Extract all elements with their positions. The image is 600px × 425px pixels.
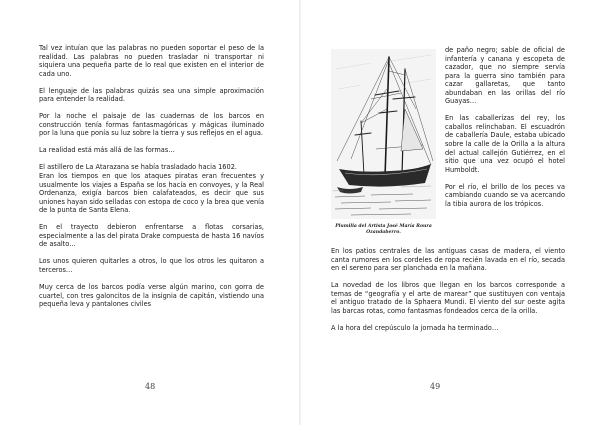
paragraph: Por la noche el paisaje de las cuadernas de los barcos en construcción tenía formas fantasmagóricas y mágicas iluminado por la luna que ponía su luz sobre la tierra y sus reflejos en el agua. [39,112,264,138]
right-page-text-bottom [331,247,565,341]
paragraph: A la hora del crepúsculo la jornada ha terminado… [331,323,499,332]
paragraph: La novedad de los libros que llegan en los barcos corresponde a temas de “geografía y el arte de marear” que sustituyen con ventaja el antiguo tratado de la Sphaera Mundi. El viento del sur oeste agita las barcas rotas, como fantasmas fondeados cerca de la orilla. [331,281,565,315]
page-number-right: 49 [430,382,441,391]
paragraph: de paño negro; sable de oficial de infantería y canana y escopeta de cazador, que no siempre servía para la guerra sino también para cazar gallaretas, que tanto abundaban en las orillas del río Guayas… [445,46,565,106]
paragraph: El astillero de La Atarazana se había trasladado hacia 1602. [39,163,237,172]
illustration-caption: Plumilla del Artista José María Roura Ozandaberro. [335,224,432,235]
paragraph: Por el río, el brillo de los peces va cambiando cuando se va acercando la tibia aurora de los trópicos. [445,182,565,208]
sailing-ship-illustration [331,49,436,219]
left-page-text [39,44,264,317]
paragraph: En los patios centrales de las antiguas casas de madera, el viento canta rumores en los cordeles de ropa recién lavada en el río, secada en el sereno para ser planchada en la mañana. [331,247,565,273]
paragraph: En el trayecto debieron enfrentarse a flotas corsarias, especialmente a las del pirata Drake compuesta de hasta 16 navíos de asalto… [39,223,264,249]
paragraph: La realidad está más allá de las formas… [39,146,175,155]
sailing-ship-icon [331,49,436,219]
paragraph: Tal vez intuían que las palabras no pueden soportar el peso de la realidad. Las palabras no pueden trasladar ni transportar ni siquiera una pequeña parte de lo real que existen en el interior de cada uno. [39,44,264,78]
paragraph: En las caballerizas del rey, los caballos relinchaban. El escuadrón de caballería Daule, estaba ubicado sobre la calle de la Orilla a la altura del actual callejón Gutiérrez, en el sitio que una vez ocupó el hotel Humboldt. [445,114,565,174]
page-number-left: 48 [145,382,156,391]
right-page [300,0,600,425]
paragraph: Muy cerca de los barcos podía verse algún marino, con gorra de cuartel, con tres galoncitos de la insignia de capitán, vistiendo una pequeña leva y pantalones civiles [39,282,264,309]
paragraph: Los unos quieren quitarles a otros, lo que los otros les quitaron a terceros… [39,257,264,274]
right-page-text-top [445,46,565,217]
paragraph: Eran los tiempos en que los ataques piratas eran frecuentes y usualmente los viajes a España se los hacía en convoyes, y la Real Ordenanza, exigía barcos bien calafateados, es decir que sus uniones hayan sido selladas con estopa de coco y la brea que venía de la punta de Santa Elena. [39,172,264,215]
paragraph: El lenguaje de las palabras quizás sea una simple aproximación para entender la realidad. [39,86,264,104]
